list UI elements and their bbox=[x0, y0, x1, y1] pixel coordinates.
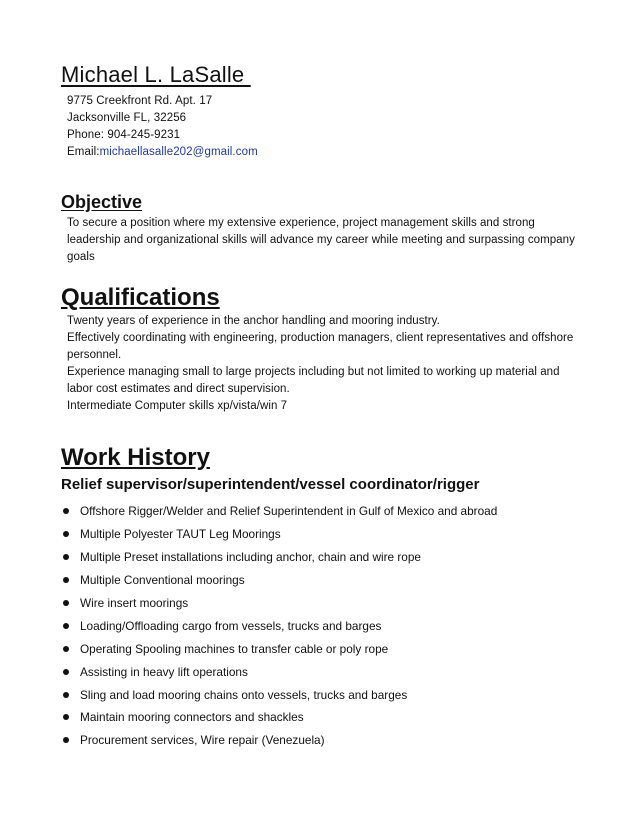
list-item bbox=[61, 500, 581, 523]
contact-block bbox=[67, 93, 258, 161]
qualification-item: Intermediate Computer skills xp/vista/win 7 bbox=[67, 400, 288, 412]
work-history-bullets bbox=[61, 500, 581, 752]
list-item bbox=[61, 546, 581, 569]
bullet-text: Operating Spooling machines to transfer cable or poly rope bbox=[80, 641, 389, 656]
bullet-text: Loading/Offloading cargo from vessels, trucks and barges bbox=[80, 618, 382, 633]
list-item bbox=[61, 637, 581, 660]
list-item bbox=[61, 706, 581, 729]
bullet-text: Maintain mooring connectors and shackles bbox=[80, 710, 304, 725]
list-item bbox=[61, 729, 581, 752]
work-history-heading: Work History bbox=[61, 444, 210, 471]
bullet-icon bbox=[63, 623, 69, 629]
objective-heading: Objective bbox=[61, 192, 143, 212]
bullet-icon bbox=[63, 577, 69, 583]
job-title: Relief supervisor/superintendent/vessel coordinator/rigger bbox=[61, 476, 480, 493]
phone-line: Phone: 904-245-9231 bbox=[67, 129, 181, 141]
list-item bbox=[61, 592, 581, 615]
list-item bbox=[61, 614, 581, 637]
objective-text: To secure a position where my extensive experience, project management skills and strong leadership and organizational skills will advance my career while meeting and surpassing company goals bbox=[67, 217, 575, 263]
bullet-text: Multiple Polyester TAUT Leg Moorings bbox=[80, 527, 281, 542]
email-line bbox=[67, 144, 258, 161]
bullet-icon bbox=[63, 692, 69, 698]
list-item bbox=[61, 683, 581, 706]
list-item bbox=[61, 660, 581, 683]
email-link[interactable]: michaellasalle202@gmail.com bbox=[99, 146, 258, 158]
bullet-text: Sling and load mooring chains onto vessels, trucks and barges bbox=[80, 687, 408, 702]
bullet-text: Offshore Rigger/Welder and Relief Superintendent in Gulf of Mexico and abroad bbox=[80, 504, 498, 519]
bullet-text: Multiple Conventional moorings bbox=[80, 573, 245, 588]
bullet-text: Assisting in heavy lift operations bbox=[80, 664, 248, 679]
address-line-2: Jacksonville FL, 32256 bbox=[67, 112, 187, 124]
list-item bbox=[61, 523, 581, 546]
bullet-icon bbox=[63, 554, 69, 560]
bullet-icon bbox=[63, 737, 69, 743]
bullet-icon bbox=[63, 531, 69, 537]
qualification-item: Experience managing small to large projects including but not limited to working up material and labor cost estimates and direct supervision. bbox=[67, 366, 560, 395]
bullet-text: Wire insert moorings bbox=[80, 596, 189, 610]
qualifications-heading: Qualifications bbox=[61, 284, 220, 311]
bullet-text: Multiple Preset installations including anchor, chain and wire rope bbox=[80, 550, 421, 565]
qualification-item: Effectively coordinating with engineering, production managers, client representatives and offshore personnel. bbox=[67, 332, 574, 361]
bullet-icon bbox=[63, 669, 69, 675]
bullet-icon bbox=[63, 508, 69, 514]
address-line-1: 9775 Creekfront Rd. Apt. 17 bbox=[67, 95, 213, 107]
email-label: Email: bbox=[67, 146, 100, 158]
applicant-name: Michael L. LaSalle bbox=[61, 62, 251, 87]
qualification-item: Twenty years of experience in the anchor handling and mooring industry. bbox=[67, 315, 440, 327]
bullet-icon bbox=[63, 600, 69, 606]
qualifications-list bbox=[67, 313, 587, 415]
list-item bbox=[61, 569, 581, 592]
bullet-icon bbox=[63, 646, 69, 652]
bullet-text: Procurement services, Wire repair (Venezuela) bbox=[80, 733, 325, 748]
bullet-icon bbox=[63, 714, 69, 720]
